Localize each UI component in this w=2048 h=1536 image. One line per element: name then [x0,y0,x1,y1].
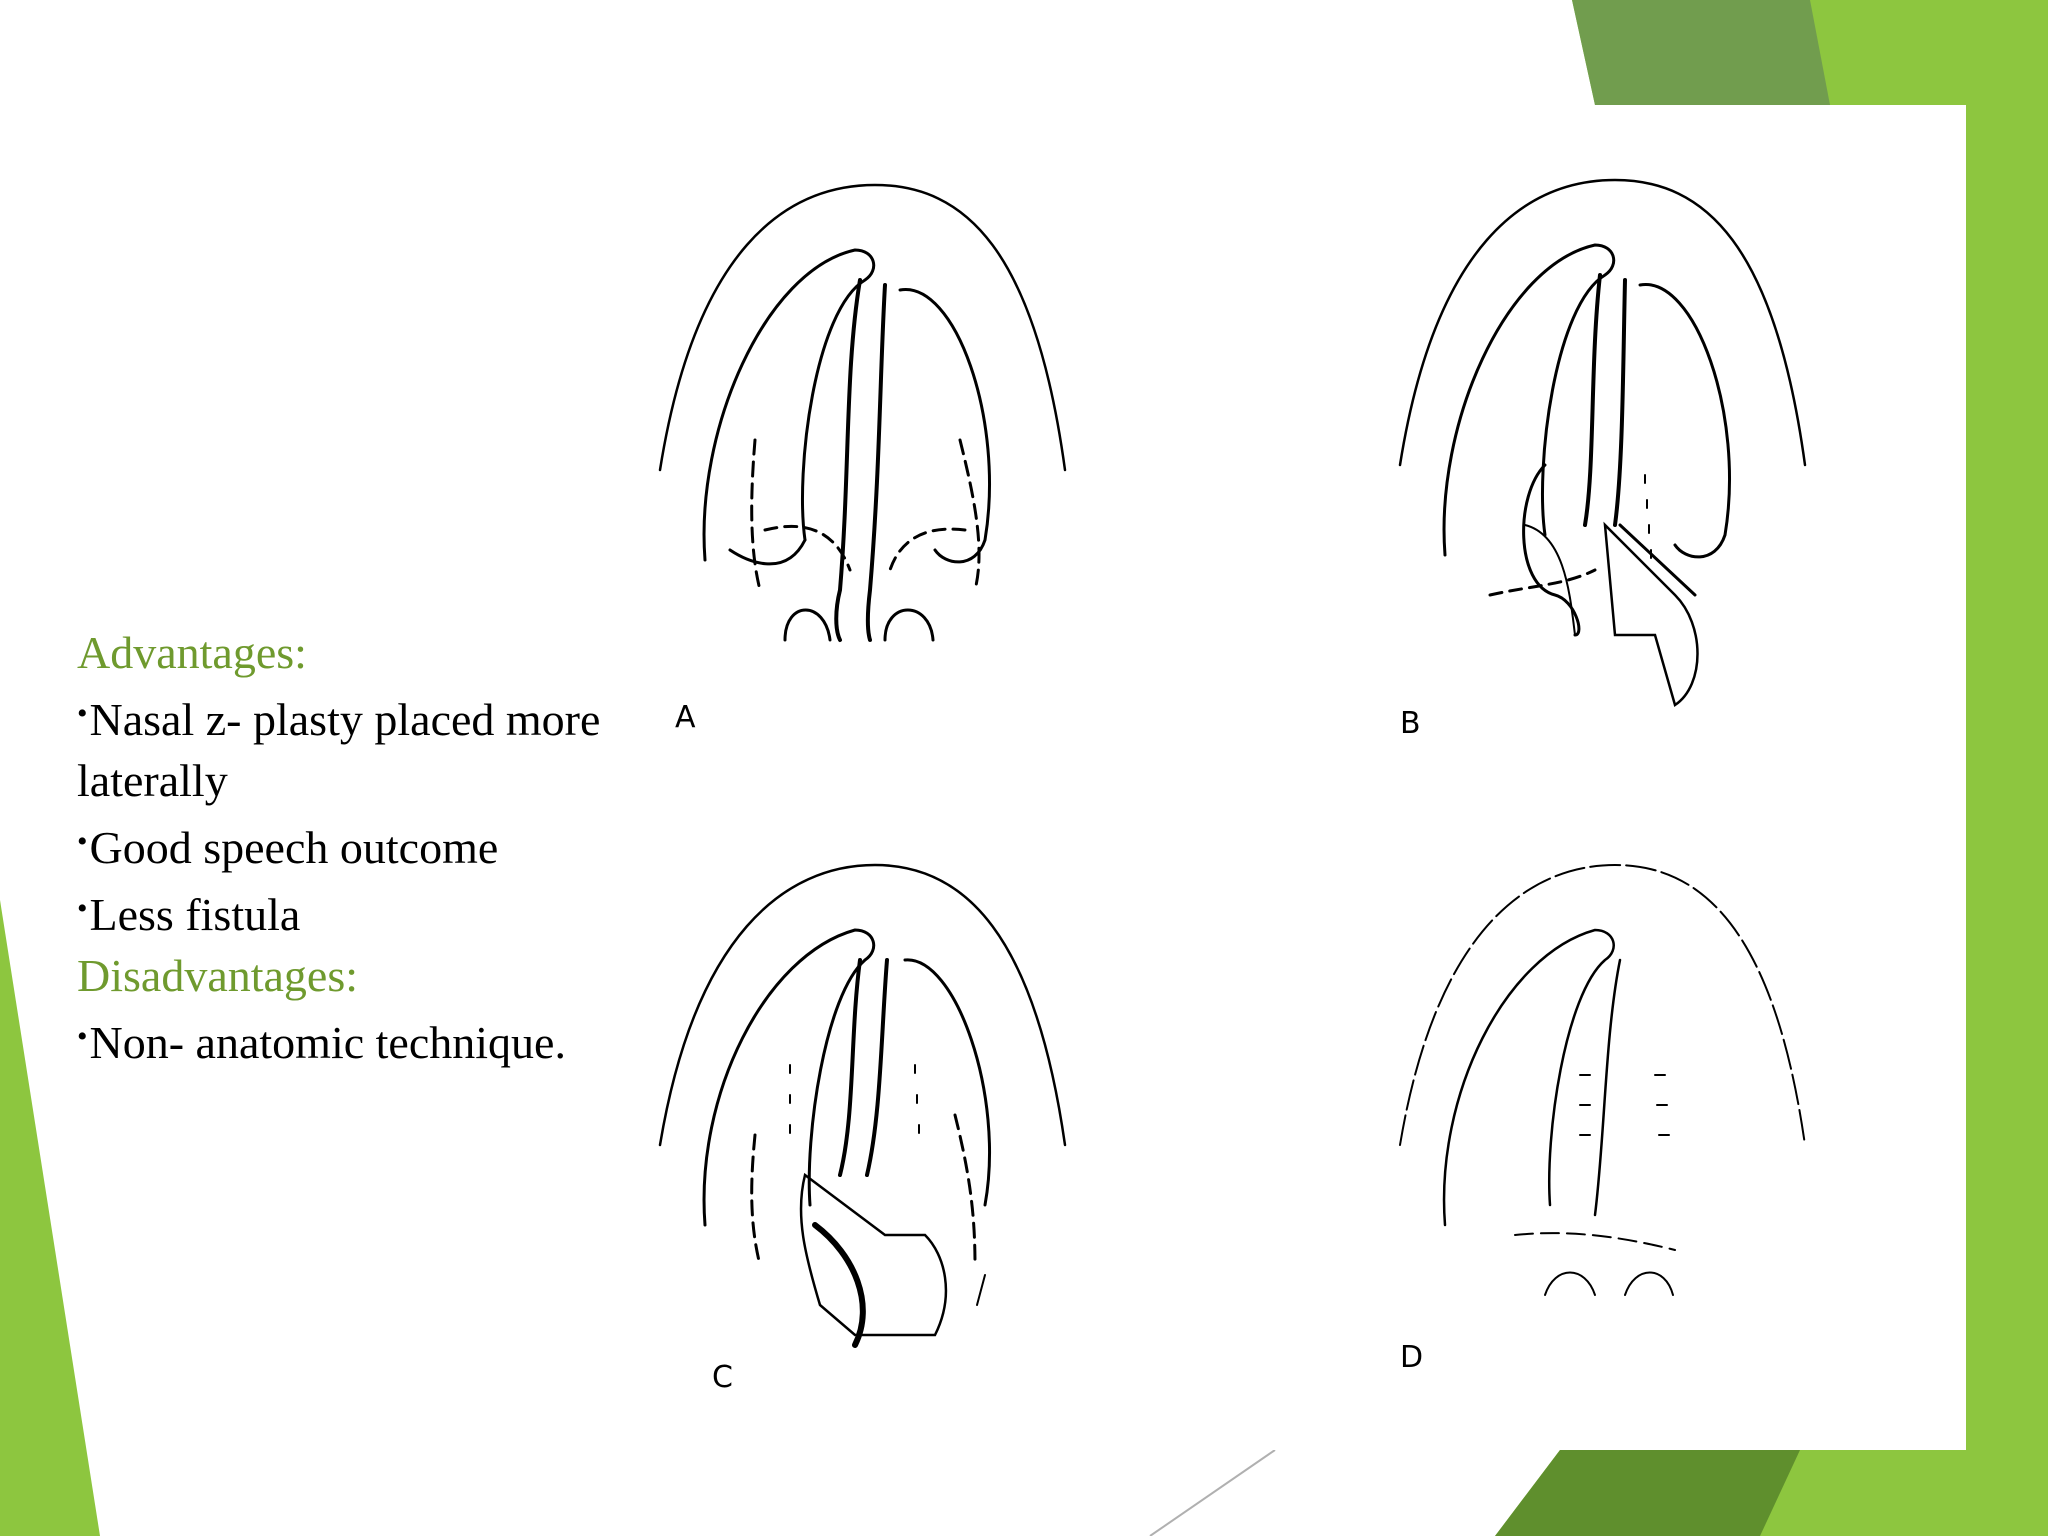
bullet-icon: • [77,697,88,730]
panel-d-drawing [1400,865,1805,1295]
palate-repair-diagram [630,105,1966,1450]
advantage-item-2 [77,811,637,878]
advantage-item-3 [77,878,637,945]
panel-b-drawing [1400,180,1805,705]
bullet-icon: • [77,892,88,925]
slide-text-block [77,622,637,1073]
surgical-illustration-panel [630,105,1966,1450]
panel-a-drawing [660,185,1065,640]
advantages-heading: Advantages: [77,627,307,678]
advantage-item-1-text: Nasal z- plasty placed more laterally [77,694,601,806]
advantage-item-2-text: Good speech outcome [89,822,499,873]
panel-label-c: C [712,1360,733,1395]
bottom-right-dark-band [1495,1450,1800,1536]
disadvantages-heading: Disadvantages: [77,950,359,1001]
disadvantage-item-1-text: Non- anatomic technique. [89,1017,566,1068]
panel-label-b: B [1400,706,1421,741]
panel-label-a: A [675,700,696,735]
advantage-item-3-text: Less fistula [89,889,301,940]
bullet-icon: • [77,1020,88,1053]
advantage-item-1 [77,683,637,811]
disadvantage-item-1 [77,1006,637,1073]
panel-label-d: D [1400,1340,1424,1375]
bullet-icon: • [77,825,88,858]
top-right-dark-band [1572,0,1830,105]
thin-decor-line [1150,1450,1275,1536]
panel-c-drawing [660,865,1065,1345]
